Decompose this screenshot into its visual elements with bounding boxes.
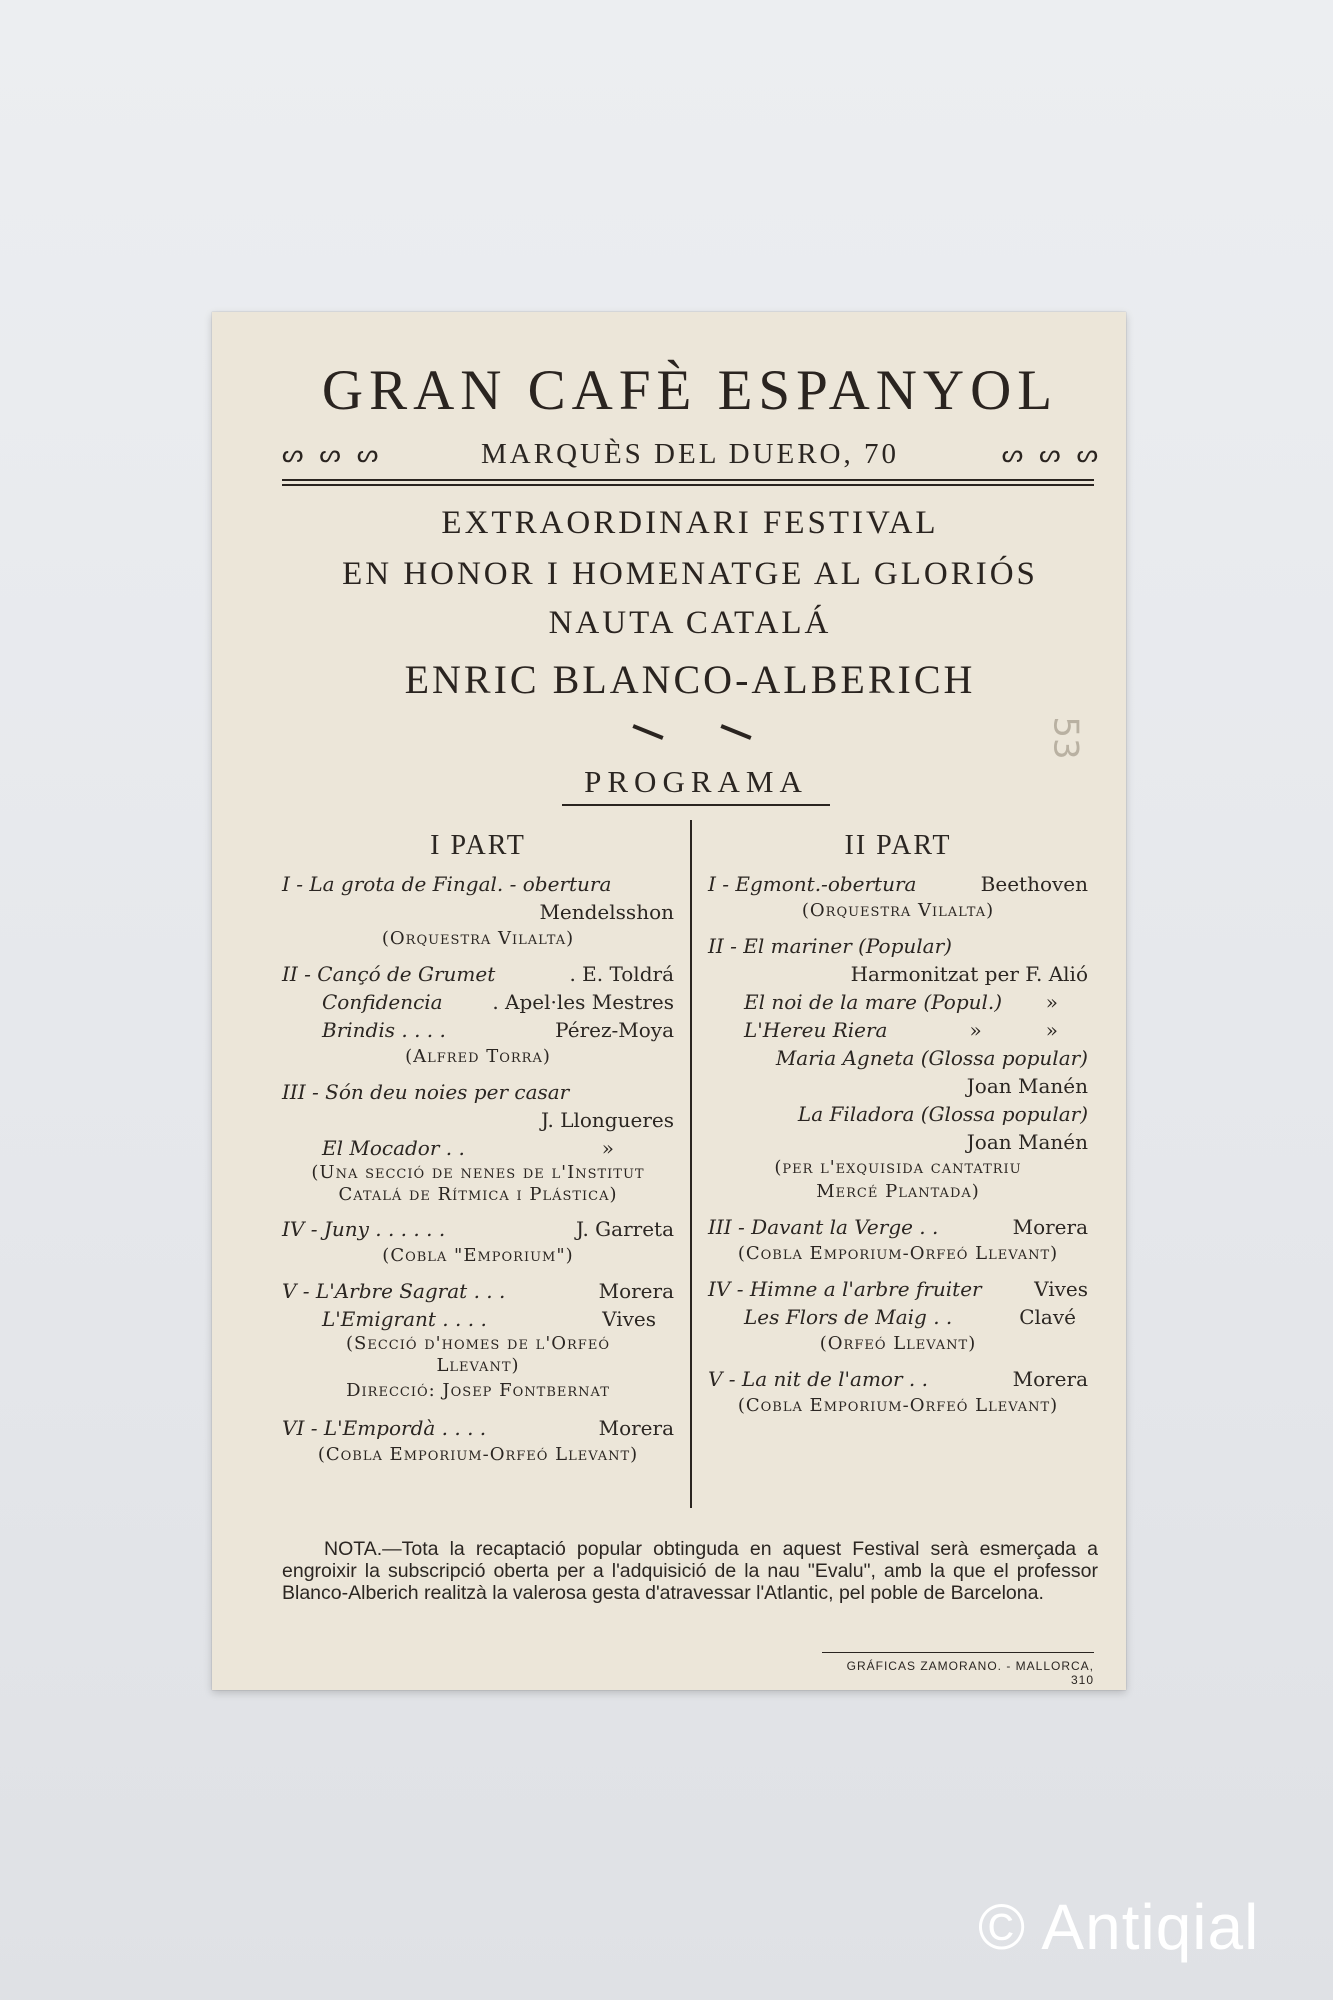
item-performer: (Orquestra Vilalta)	[801, 900, 995, 921]
dash-ornament	[720, 724, 751, 740]
item-composer: »	[601, 1136, 614, 1160]
item-performer: (Secció d'homes de l'Orfeó	[346, 1333, 610, 1354]
item-title: II - Cançó de Grumet	[282, 962, 496, 986]
item-composer: Morera	[598, 1416, 674, 1440]
item-title: El noi de la mare (Popul.)	[744, 990, 1003, 1014]
item-performer: (Cobla Emporium-Orfeó Llevant)	[737, 1243, 1059, 1264]
item-composer: Harmonitzat per F. Alió	[850, 962, 1088, 986]
item-title: V - La nit de l'amor . .	[708, 1367, 928, 1391]
watermark-logo: © Antiqial	[978, 1891, 1260, 1963]
item-performer: Llevant)	[436, 1355, 520, 1376]
item-title: I - La grota de Fingal. - obertura	[282, 872, 612, 896]
ornament-group-right	[1002, 440, 1098, 468]
column-divider	[690, 820, 692, 1508]
program-item	[708, 870, 1088, 923]
ornament-icon: ᔕ	[319, 440, 341, 468]
item-composer: »	[1045, 1018, 1058, 1042]
item-composer: . E. Toldrá	[569, 962, 674, 986]
item-composer: Mendelsshon	[539, 900, 674, 924]
item-title: II - El mariner (Popular)	[708, 934, 952, 958]
item-composer: Vives	[602, 1307, 656, 1331]
address-row	[282, 432, 1098, 476]
item-title: Brindis . . . .	[322, 1018, 446, 1042]
item-title: VI - L'Empordà . . . .	[282, 1416, 487, 1440]
printer-credit: GRÁFICAS ZAMORANO. - MALLORCA, 310	[822, 1652, 1094, 1687]
item-title: III - Són deu noies per casar	[282, 1080, 570, 1104]
item-composer: Beethoven	[980, 872, 1088, 896]
item-composer: Pérez-Moya	[555, 1018, 674, 1042]
program-sheet	[212, 312, 1126, 1690]
item-composer: Joan Manén	[966, 1130, 1088, 1154]
part-one-heading: I PART	[430, 830, 526, 861]
item-performer: (Alfred Torra)	[405, 1046, 551, 1067]
part-two-heading: II PART	[844, 830, 952, 861]
ornament-icon: ᔕ	[1076, 440, 1098, 468]
item-performer: (Orquestra Vilalta)	[381, 928, 575, 949]
double-rule-bottom	[282, 484, 1094, 486]
item-title: IV - Juny . . . . . .	[282, 1217, 446, 1241]
item-title: La Filadora (Glossa popular)	[797, 1102, 1088, 1126]
pencil-annotation: 53	[1045, 716, 1086, 760]
item-title: V - L'Arbre Sagrat . . .	[282, 1279, 506, 1303]
item-composer: Clavé	[1019, 1305, 1076, 1329]
footnote: NOTA.—Tota la recaptació popular obtinguda en aquest Festival serà esmerçada a engroixir la subscripció oberta per a l'adquisició de la nau "Evalu", amb la que el professor Blanco-Alberich realitzà la valerosa gesta d'atravessar l'Atlantic, pel poble de Barcelona.	[282, 1538, 1098, 1604]
item-composer: Morera	[1012, 1367, 1088, 1391]
honor-heading: EN HONOR I HOMENATGE AL GLORIÓS	[342, 556, 1038, 592]
nauta-heading: NAUTA CATALÁ	[548, 605, 832, 641]
item-performer: (Cobla "Emporium")	[382, 1245, 574, 1266]
part-one-column	[282, 830, 674, 1476]
item-composer: Morera	[1012, 1215, 1088, 1239]
program-item	[708, 1213, 1088, 1266]
item-composer: Vives	[1034, 1277, 1088, 1301]
item-performer: (Orfeó Llevant)	[819, 1333, 977, 1354]
program-item	[282, 1414, 674, 1467]
program-item	[282, 870, 674, 951]
ornament-icon: ᔕ	[282, 440, 304, 468]
item-composer: »	[1045, 990, 1058, 1014]
program-item	[282, 1078, 674, 1206]
item-title: El Mocador . .	[322, 1136, 465, 1160]
item-performer: (Una secció de nenes de l'Institut	[311, 1162, 645, 1183]
item-composer: J. Llongueres	[541, 1108, 674, 1132]
ornament-icon: ᔕ	[1039, 440, 1061, 468]
item-title: I - Egmont.-obertura	[708, 872, 917, 896]
item-composer: Morera	[598, 1279, 674, 1303]
dash-ornament	[632, 724, 663, 740]
program-item	[282, 1215, 674, 1268]
item-performer: (Cobla Emporium-Orfeó Llevant)	[317, 1444, 639, 1465]
item-title: Confidencia	[322, 990, 443, 1014]
double-rule-top	[282, 479, 1094, 481]
item-performer: (Cobla Emporium-Orfeó Llevant)	[737, 1395, 1059, 1416]
ornament-icon: ᔕ	[1001, 440, 1024, 468]
item-composer: »	[969, 1018, 982, 1042]
item-director: Direcció: Josep Fontbernat	[346, 1380, 610, 1401]
item-title: L'Emigrant . . . .	[322, 1307, 487, 1331]
item-title: IV - Himne a l'arbre fruiter	[708, 1277, 982, 1301]
festival-heading: EXTRAORDINARI FESTIVAL	[441, 505, 939, 541]
part-two-column	[708, 830, 1088, 1427]
program-item	[282, 1277, 674, 1405]
venue-address: MARQUÈS DEL DUERO, 70	[481, 437, 899, 470]
item-title: III - Davant la Verge . .	[708, 1215, 939, 1239]
venue-title: GRAN CAFÈ ESPANYOL	[321, 359, 1059, 422]
honoree-name: ENRIC BLANCO-ALBERICH	[404, 657, 976, 702]
item-title: Les Flors de Maig . .	[744, 1305, 953, 1329]
item-performer: (per l'exquisida cantatriu	[774, 1157, 1022, 1178]
ornament-icon: ᔕ	[356, 440, 379, 468]
program-item	[708, 1365, 1088, 1418]
item-performer: Catalá de Rítmica i Plástica)	[338, 1184, 618, 1205]
item-title: Maria Agneta (Glossa popular)	[775, 1046, 1088, 1070]
ornament-group-left	[282, 440, 378, 468]
program-item	[708, 932, 1088, 1204]
item-performer: Mercé Plantada)	[816, 1181, 980, 1202]
item-composer: Joan Manén	[966, 1074, 1088, 1098]
item-composer: J. Garreta	[576, 1217, 674, 1241]
item-composer: . Apel·les Mestres	[492, 990, 674, 1014]
programa-heading: PROGRAMA	[562, 764, 830, 806]
item-title: L'Hereu Riera	[744, 1018, 888, 1042]
program-item	[708, 1275, 1088, 1356]
program-item	[282, 960, 674, 1069]
